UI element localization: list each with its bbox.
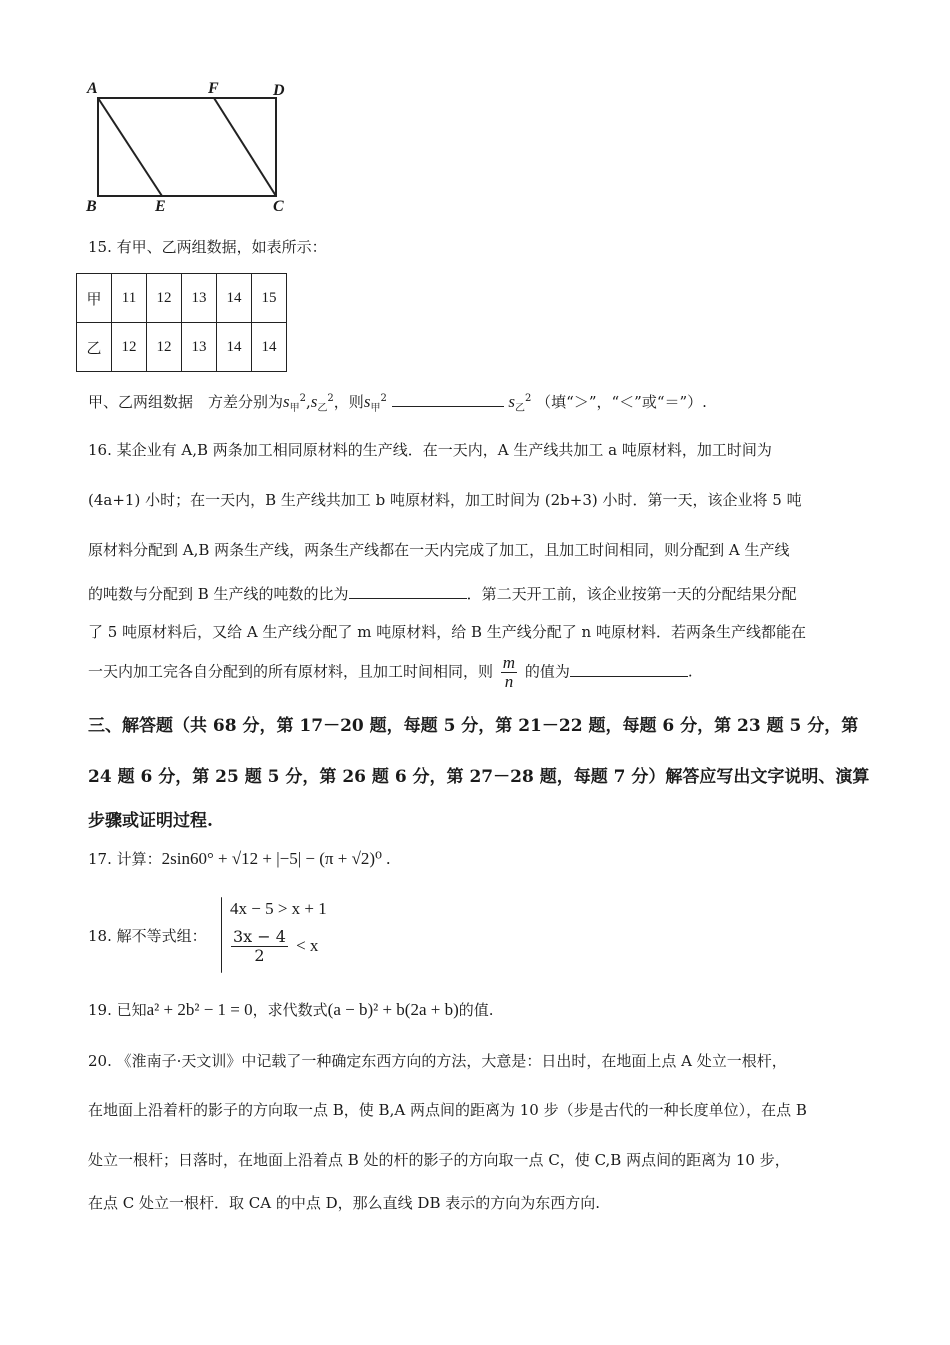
q16-line1: 16. 某企业有 A,B 两条加工相同原材料的生产线．在一天内，A 生产线共加工 a 吨原材料，加工时间为 <box>88 441 772 459</box>
table-cell: 14 <box>217 323 252 372</box>
table-row <box>77 274 287 323</box>
brace <box>221 897 222 973</box>
label-A: A <box>87 80 98 97</box>
fraction-m-over-n: $\frac{m}{n}$ <box>502 653 516 691</box>
rectangle-figure <box>80 78 300 218</box>
q20-line2: 在地面上沿着杆的影子的方向取一点 B，使 B,A 两点间的距离为 10 步（步是古代的一种长度单位），在点 B <box>88 1101 807 1119</box>
section-3-heading-line3: 步骤或证明过程. <box>88 811 213 831</box>
table-cell: 14 <box>252 323 287 372</box>
section-3-heading-line1: 三、解答题（共 68 分，第 17－20 题，每题 5 分，第 21－22 题，每题 6 分，第 23 题 5 分，第 <box>88 716 859 736</box>
q16-line3: 原材料分配到 A,B 两条生产线，两条生产线都在一天内完成了加工，且加工时间相同，则分配到 A 生产线 <box>88 541 790 559</box>
table-cell: 12 <box>147 323 182 372</box>
answer-blank[interactable] <box>570 662 688 677</box>
table-cell: 甲 <box>77 274 112 323</box>
q17: 17. 计算：2sin60° + √12 + |−5| − (π + √2)⁰ . <box>88 849 391 868</box>
q18-inequality-1: 4x − 5 > x + 1 <box>230 899 327 918</box>
q15-title: 15. 有甲、乙两组数据，如表所示： <box>88 238 327 256</box>
answer-blank[interactable] <box>392 392 504 407</box>
table-cell: 15 <box>252 274 287 323</box>
q16-line6: 一天内加工完各自分配到的所有原材料，且加工时间相同，则 $\frac{m}{n}$ 的值为 . <box>88 653 693 691</box>
q16-line4: 的吨数与分配到 B 生产线的吨数的比为 ．第二天开工前，该企业按第一天的分配结果分配 <box>88 585 797 603</box>
q16-line5: 了 5 吨原材料后，又给 A 生产线分配了 m 吨原材料，给 B 生产线分配了 n 吨原材料．若两条生产线都能在 <box>88 623 806 641</box>
section-3-heading-line2: 24 题 6 分，第 25 题 5 分，第 26 题 6 分，第 27－28 题，每题 7 分）解答应写出文字说明、演算 <box>88 767 870 787</box>
q16-line2: (4a+1) 小时；在一天内，B 生产线共加工 b 吨原材料，加工时间为 (2b+3) 小时．第一天，该企业将 5 吨 <box>88 491 802 509</box>
q18-inequality-2: $\frac{3x - 4}{2}$ < x <box>233 927 319 965</box>
table-cell: 14 <box>217 274 252 323</box>
answer-blank[interactable] <box>349 584 467 599</box>
label-C: C <box>273 198 284 215</box>
q20-line1: 20. 《淮南子·天文训》中记载了一种确定东西方向的方法，大意是：日出时，在地面上点 A 处立一根杆， <box>88 1052 787 1070</box>
table-cell: 13 <box>182 274 217 323</box>
table-cell: 11 <box>112 274 147 323</box>
table-cell: 13 <box>182 323 217 372</box>
table-cell: 12 <box>147 274 182 323</box>
q19: 19. 已知a² + 2b² − 1 = 0，求代数式(a − b)² + b(2a + b)的值. <box>88 1000 494 1019</box>
table-cell: 乙 <box>77 323 112 372</box>
q20-line4: 在点 C 处立一根杆．取 CA 的中点 D，那么直线 DB 表示的方向为东西方向. <box>88 1194 601 1212</box>
q20-line3: 处立一根杆；日落时，在地面上沿着点 B 处的杆的影子的方向取一点 C，使 C,B 两点间的距离为 10 步， <box>88 1151 790 1169</box>
label-D: D <box>273 82 285 99</box>
label-F: F <box>208 80 219 97</box>
q15-data-table <box>76 273 287 372</box>
table-row <box>77 323 287 372</box>
q15-question: 甲、乙两组数据 方差分别为$s_甲^2,s_乙^2$，则$s_甲^2$ $s_乙^2$ （填“＞”，“＜”或“＝”）. <box>88 392 707 414</box>
label-E: E <box>155 198 166 215</box>
q18-label: 18. 解不等式组： <box>88 927 207 945</box>
label-B: B <box>86 198 97 215</box>
table-cell: 12 <box>112 323 147 372</box>
